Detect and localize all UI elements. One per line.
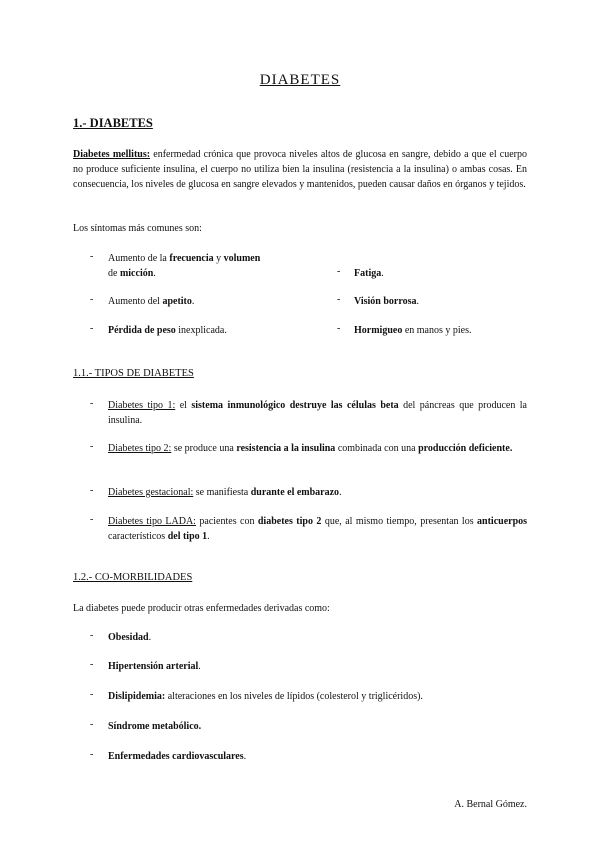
comorbidity-item: Enfermedades cardiovasculares. — [108, 751, 247, 762]
comorbidity-item: Dislipidemia: alteraciones en los niveles de lípidos (colesterol y triglicéridos). — [108, 691, 423, 702]
symptom-item: Hormigueo en manos y pies. — [354, 325, 472, 336]
symptom-item: Aumento de la frecuencia y volumen de micción. — [108, 253, 261, 279]
bullet-dash: - — [90, 398, 94, 409]
bullet-dash: - — [90, 689, 94, 700]
bullet-dash: - — [90, 294, 94, 305]
author-footer: A. Bernal Gómez. — [454, 799, 527, 810]
comorbidity-item: Síndrome metabólico. — [108, 721, 202, 732]
definition-text: enfermedad crónica que provoca niveles altos de glucosa en sangre, debido a que el cuerpo no produce suficiente insulina, el cuerpo no utiliza bien la insulina (resistencia a la insulina) o ambas cosas. En consecuencia, los niveles de glucosa en sangre elevados y mantenidos, pueden causar daños en órganos y tejidos. — [73, 149, 527, 190]
bullet-dash: - — [337, 266, 341, 277]
bullet-dash: - — [90, 749, 94, 760]
bullet-dash: - — [90, 441, 94, 452]
type-item: Diabetes gestacional: se manifiesta durante el embarazo. — [108, 487, 342, 498]
bullet-dash: - — [90, 323, 94, 334]
bullet-dash: - — [337, 294, 341, 305]
type-item: Diabetes tipo 2: se produce una resistencia a la insulina combinada con una producción deficiente. — [108, 443, 513, 454]
type-item: Diabetes tipo 1: el sistema inmunológico destruye las células beta del páncreas que producen la insulina. — [108, 400, 527, 426]
definition-paragraph — [73, 147, 527, 192]
bullet-dash: - — [337, 323, 341, 334]
symptom-item: Visión borrosa. — [354, 296, 420, 307]
bullet-dash: - — [90, 659, 94, 670]
bullet-dash: - — [90, 514, 94, 525]
bullet-dash: - — [90, 485, 94, 496]
bullet-dash: - — [90, 251, 94, 262]
definition-term: Diabetes mellitus: — [73, 149, 151, 160]
symptoms-intro: Los síntomas más comunes son: — [73, 223, 202, 234]
comorbidity-item: Obesidad. — [108, 632, 152, 643]
comorbid-intro: La diabetes puede producir otras enfermedades derivadas como: — [73, 603, 330, 614]
section-heading-comorbilidades: 1.2.- CO-MORBILIDADES — [73, 572, 193, 583]
bullet-dash: - — [90, 719, 94, 730]
type-item: Diabetes tipo LADA: pacientes con diabetes tipo 2 que, al mismo tiempo, presentan los anticuerpos característicos del tipo 1. — [108, 516, 528, 542]
page-title: DIABETES — [259, 72, 341, 88]
section-heading-diabetes: 1.- DIABETES — [73, 116, 153, 130]
comorbidity-item: Hipertensión arterial. — [108, 661, 201, 672]
section-heading-tipos: 1.1.- TIPOS DE DIABETES — [73, 368, 194, 379]
symptom-item: Aumento del apetito. — [108, 296, 195, 307]
symptom-item: Fatiga. — [354, 268, 384, 279]
symptom-item: Pérdida de peso inexplicada. — [108, 325, 227, 336]
bullet-dash: - — [90, 630, 94, 641]
